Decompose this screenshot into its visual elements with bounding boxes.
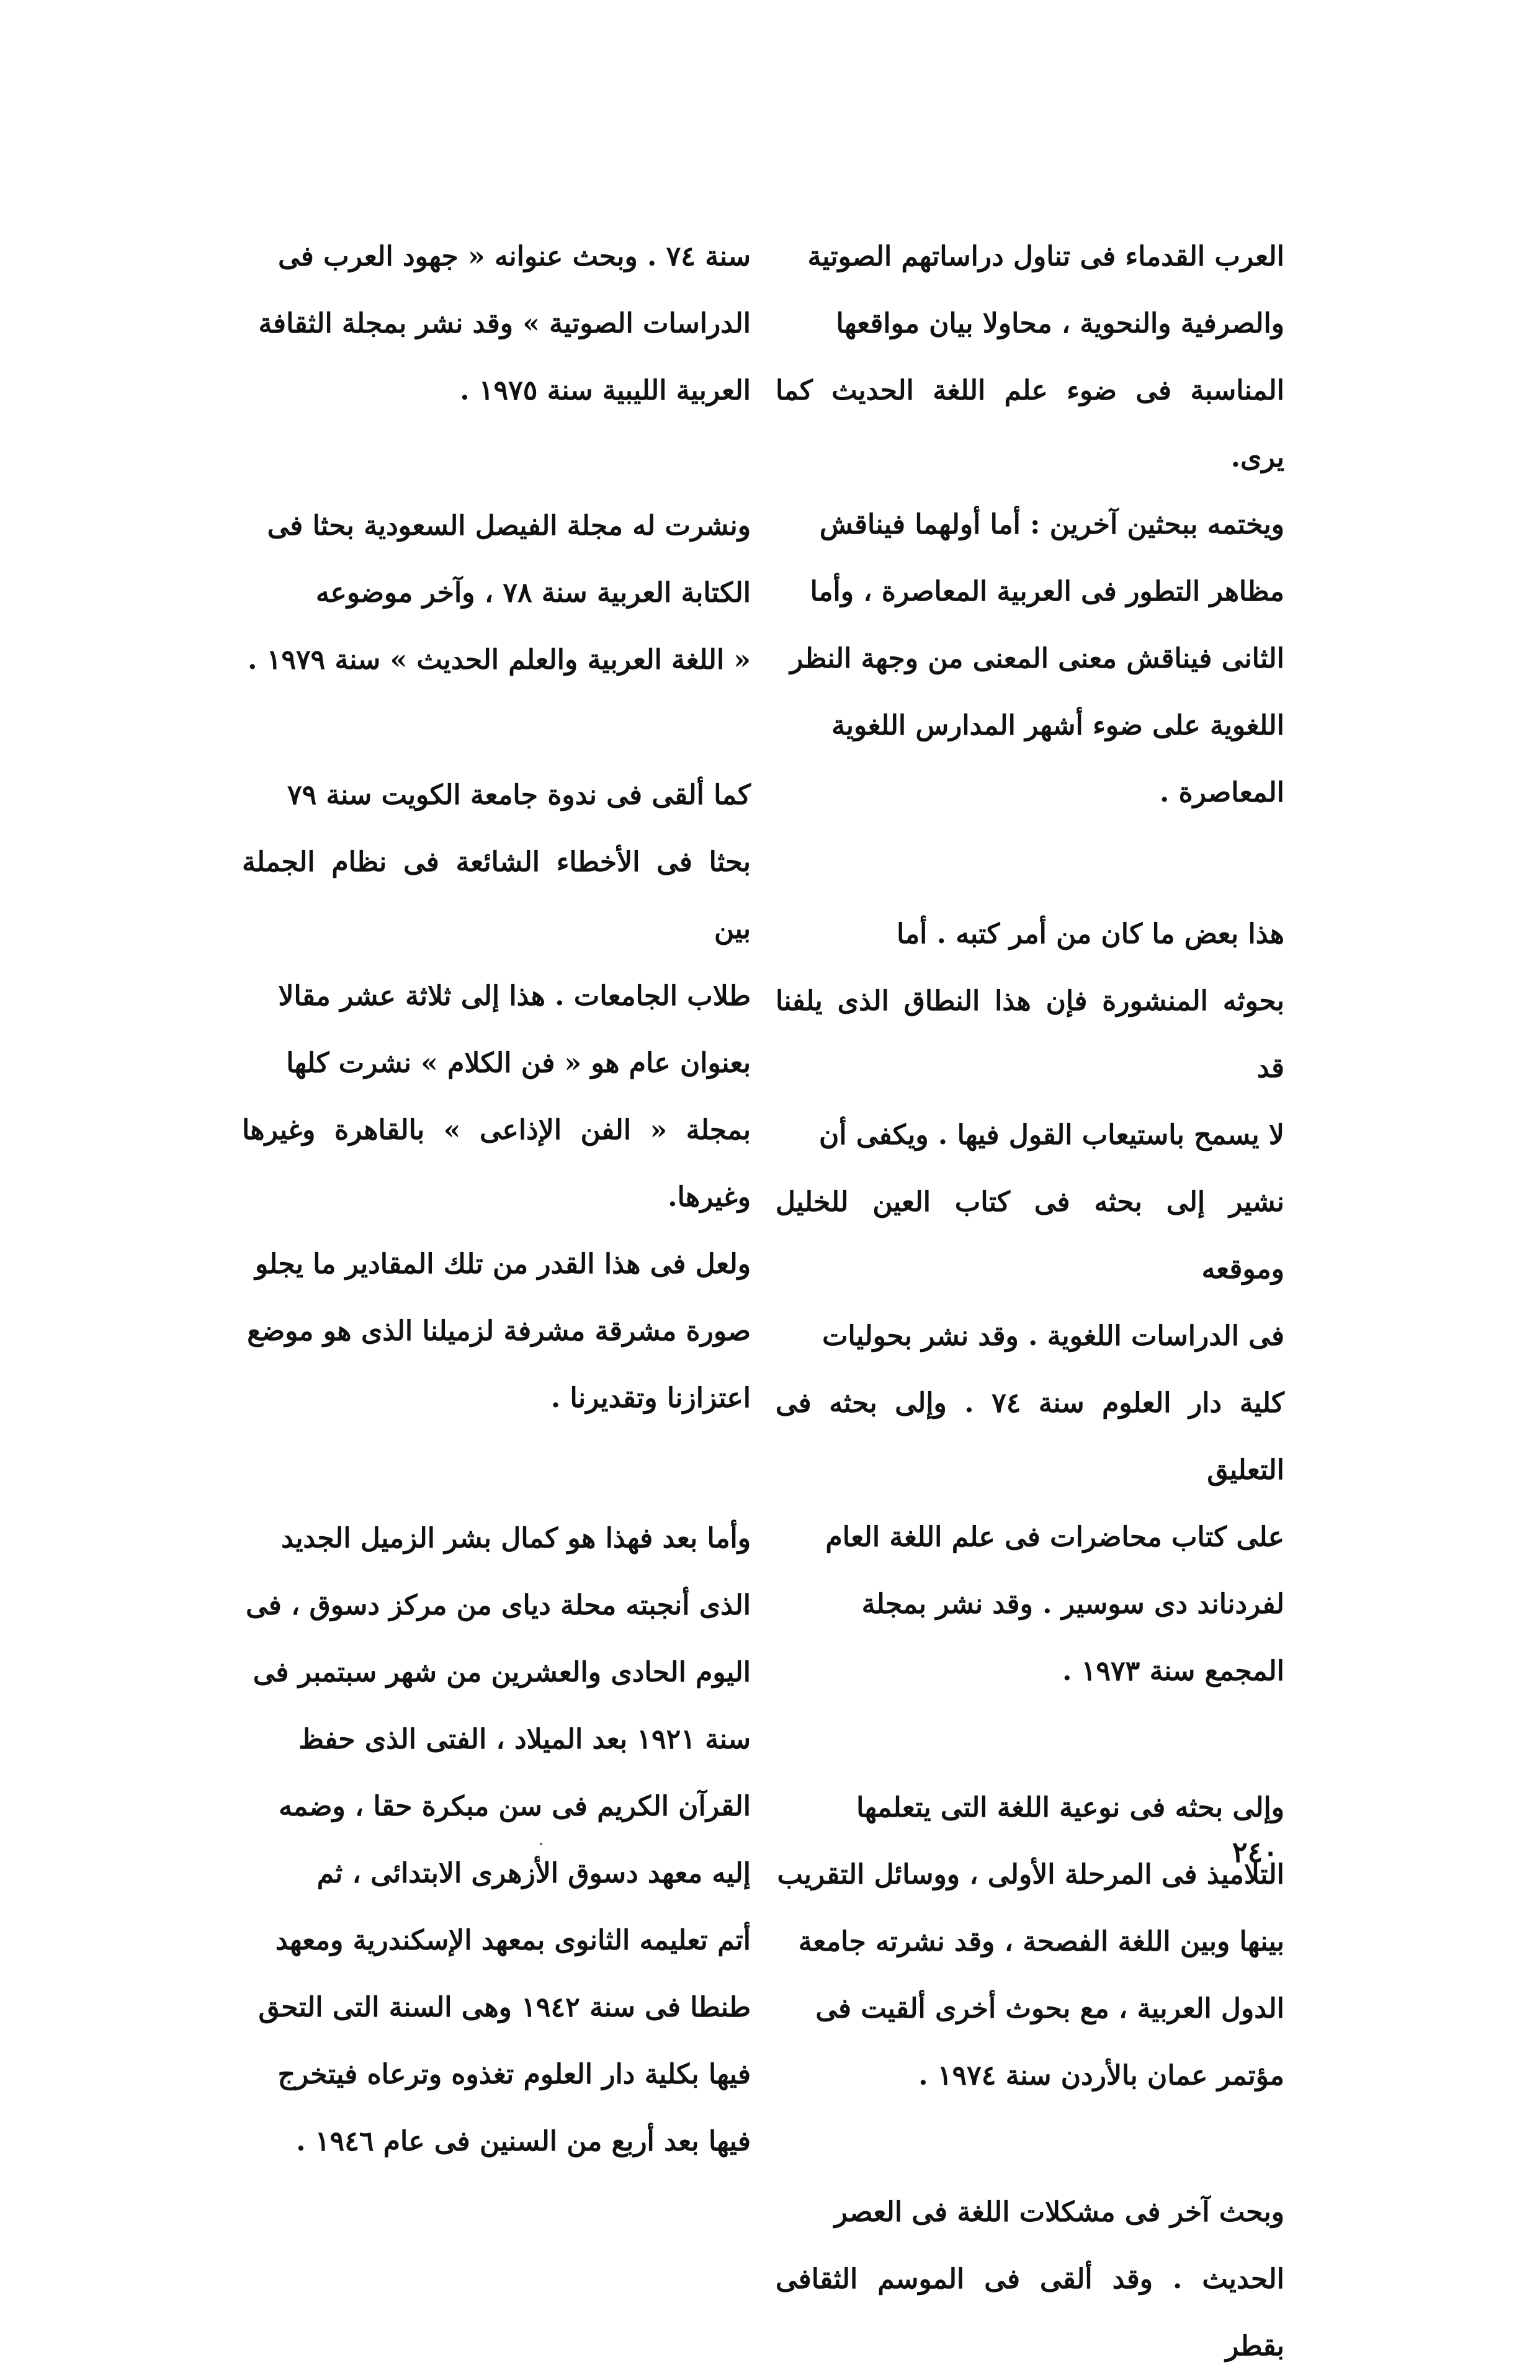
left-paragraph-4: وأما بعد فهذا هو كمال بشر الزميل الجديد الذى أنجبته محلة دياى من مركز دسوق ، فى اليوم الحادى والعشرين من شهر سبتمبر فى سنة ١٩٢١ بعد الميلاد ، الفتى الذى حفظ القرآن الكريم فى سن مبكرة حقا ، وضمه إليه معهد دسوق الأزهرى الابتدائى ، ثم أتم تعليمه الثانوى بمعهد الإسكندرية ومعهد طنطا فى سنة ١٩٤٢ وهى السنة التى التحق فيها بكلية دار العلوم تغذوه وترعاه فيتخرج فيها بعد أربع من السنين فى عام ١٩٤٦ .: [246, 1523, 751, 2157]
scan-speck: [540, 1843, 542, 1845]
left-paragraph-1: سنة ٧٤ . وبحث عنوانه « جهود العرب فى الدراسات الصوتية » وقد نشر بمجلة الثقافة العربية الليبية سنة ١٩٧٥ .: [258, 241, 751, 406]
right-paragraph-1: العرب القدماء فى تناول دراساتهم الصوتية والصرفية والنحوية ، محاولا بيان مواقعها المناسبة فى ضوء علم اللغة الحديث كما يرى. ويختمه ببحثين آخرين : أما أولهما فيناقش مظاهر التطور فى العربية المعاصرة ، وأما الثانى فيناقش معنى المعنى من وجهة النظر اللغوية على ضوء أشهر المدارس اللغوية المعاصرة .: [776, 241, 1284, 808]
left-paragraph-2: ونشرت له مجلة الفيصل السعودية بحثا فى الكتابة العربية سنة ٧٨ ، وآخر موضوعه « اللغة العربية والعلم الحديث » سنة ١٩٧٩ .: [248, 510, 751, 676]
page-number: ٢٤٠: [1232, 1835, 1278, 1869]
right-column: [776, 223, 1284, 2380]
right-paragraph-2: هذا بعض ما كان من أمر كتبه . أما بحوثه المنشورة فإن هذا النطاق الذى يلفنا قد لا يسمح باستيعاب القول فيها . ويكفى أن نشير إلى بحثه فى كتاب العين للخليل وموقعه فى الدراسات اللغوية . وقد نشر بحوليات كلية دار العلوم سنة ٧٤ . وإلى بحثه فى التعليق على كتاب محاضرات فى علم اللغة العام لفردناند دى سوسير . وقد نشر بمجلة المجمع سنة ١٩٧٣ .: [776, 918, 1284, 1687]
left-paragraph-3: كما ألقى فى ندوة جامعة الكويت سنة ٧٩ بحثا فى الأخطاء الشائعة فى نظام الجملة بين طلاب الجامعات . هذا إلى ثلاثة عشر مقالا بعنوان عام هو « فن الكلام » نشرت كلها بمجلة « الفن الإذاعى » بالقاهرة وغيرها وغيرها. ولعل فى هذا القدر من تلك المقادير ما يجلو صورة مشرقة مشرفة لزميلنا الذى هو موضع اعتزازنا وتقديرنا .: [242, 779, 751, 1414]
left-column: [242, 223, 751, 2175]
right-paragraph-3: وإلى بحثه فى نوعية اللغة التى يتعلمها التلاميذ فى المرحلة الأولى ، ووسائل التقريب بينها وبين اللغة الفصحة ، وقد نشرته جامعة الدول العربية ، مع بحوث أخرى ألقيت فى مؤتمر عمان بالأردن سنة ١٩٧٤ .: [777, 1792, 1284, 2091]
right-paragraph-4: وبحث آخر فى مشكلات اللغة فى العصر الحديث . وقد ألقى فى الموسم الثقافى بقطر: [776, 2196, 1284, 2362]
